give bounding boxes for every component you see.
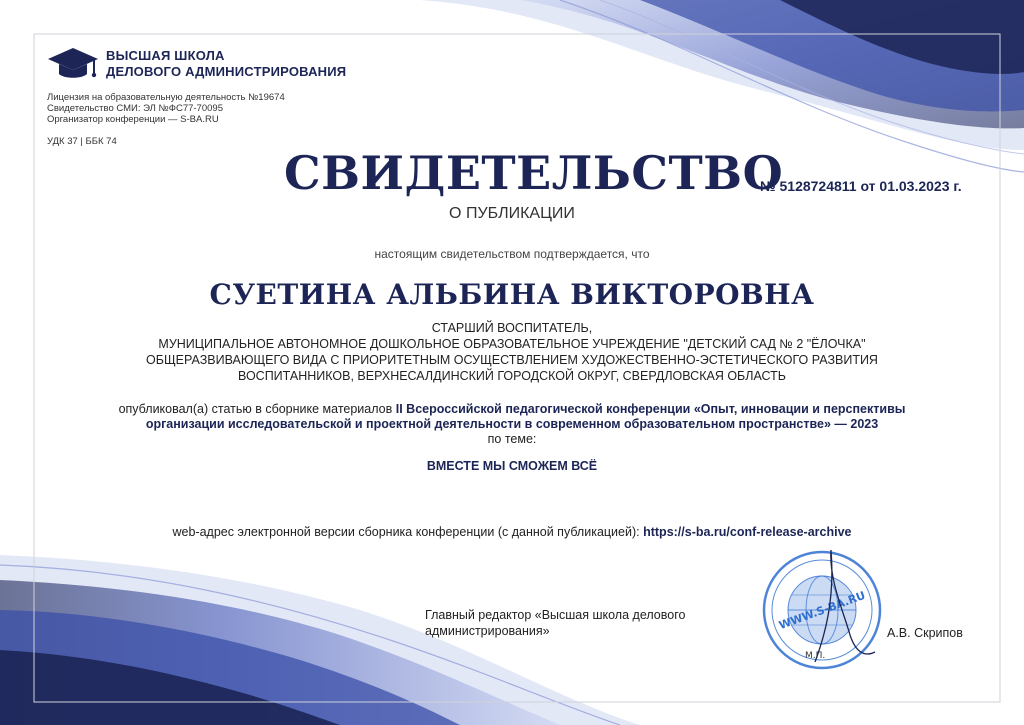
organization-line-1: МУНИЦИПАЛЬНОЕ АВТОНОМНОЕ ДОШКОЛЬНОЕ ОБРАЗОВАТЕЛЬНОЕ УЧРЕЖДЕНИЕ "ДЕТСКИЙ САД № 2 "ЁЛОЧКА" (158, 337, 866, 351)
confirmation-text: настоящим свидетельством подтверждается, что (374, 247, 650, 261)
official-stamp (755, 540, 890, 675)
logo-line-2: ДЕЛОВОГО АДМИНИСТРИРОВАНИЯ (106, 64, 347, 79)
license-text: Лицензия на образовательную деятельность №19674 (47, 92, 285, 103)
conference-name-line-1: II Всероссийской педагогической конференции «Опыт, инновации и перспективы (395, 402, 906, 416)
publication-prefix: опубликовал(а) статью в сборнике материалов (118, 402, 396, 416)
web-address-link[interactable]: https://s-ba.ru/conf-release-archive (643, 525, 852, 539)
graduation-cap-icon (46, 44, 100, 84)
organization-line-2: ОБЩЕРАЗВИВАЮЩЕГО ВИДА С ПРИОРИТЕТНЫМ ОСУЩЕСТВЛЕНИЕМ ХУДОЖЕСТВЕННО-ЭСТЕТИЧЕСКОГО РАЗВИТИЯ (146, 353, 878, 367)
chief-editor (425, 607, 685, 639)
organization-logo (46, 44, 346, 84)
license-info (47, 92, 285, 125)
certificate-title: СВИДЕТЕЛЬСТВО (284, 146, 784, 200)
theme-label: по теме: (487, 432, 537, 446)
stamp-mp: М.П. (805, 651, 826, 661)
conference-name-line-2: организации исследовательской и проектной деятельности в современном образовательном пространстве» — 2023 (145, 417, 879, 431)
publication-topic: ВМЕСТЕ МЫ СМОЖЕМ ВСЁ (426, 459, 598, 473)
recipient-name: СУЕТИНА АЛЬБИНА ВИКТОРОВНА (209, 278, 815, 311)
web-address (0, 525, 1024, 539)
media-certificate-text: Свидетельство СМИ: ЭЛ №ФС77-70095 (47, 103, 223, 114)
signer-name: А.В. Скрипов (887, 626, 963, 640)
certificate-subtitle: О ПУБЛИКАЦИИ (449, 205, 575, 222)
recipient-organization (0, 320, 1024, 384)
organization-line-3: ВОСПИТАННИКОВ, ВЕРХНЕСАЛДИНСКИЙ ГОРОДСКОЙ ОКРУГ, СВЕРДЛОВСКАЯ ОБЛАСТЬ (238, 369, 786, 383)
publication-info (0, 402, 1024, 447)
editor-line-2: администрирования» (425, 624, 550, 638)
organizer-text: Организатор конференции — S-BA.RU (47, 114, 219, 125)
editor-line-1: Главный редактор «Высшая школа делового (425, 608, 686, 622)
position-line: СТАРШИЙ ВОСПИТАТЕЛЬ, (431, 321, 593, 335)
certificate-number: № 5128724811 от 01.03.2023 г. (760, 178, 962, 194)
udk-bbk: УДК 37 | ББК 74 (47, 136, 117, 147)
web-address-label: web-адрес электронной версии сборника конференции (с данной публикацией): (172, 525, 644, 539)
stamp-text: WWW.S-BA.RU (777, 588, 868, 633)
logo-line-1: ВЫСШАЯ ШКОЛА (106, 48, 225, 63)
